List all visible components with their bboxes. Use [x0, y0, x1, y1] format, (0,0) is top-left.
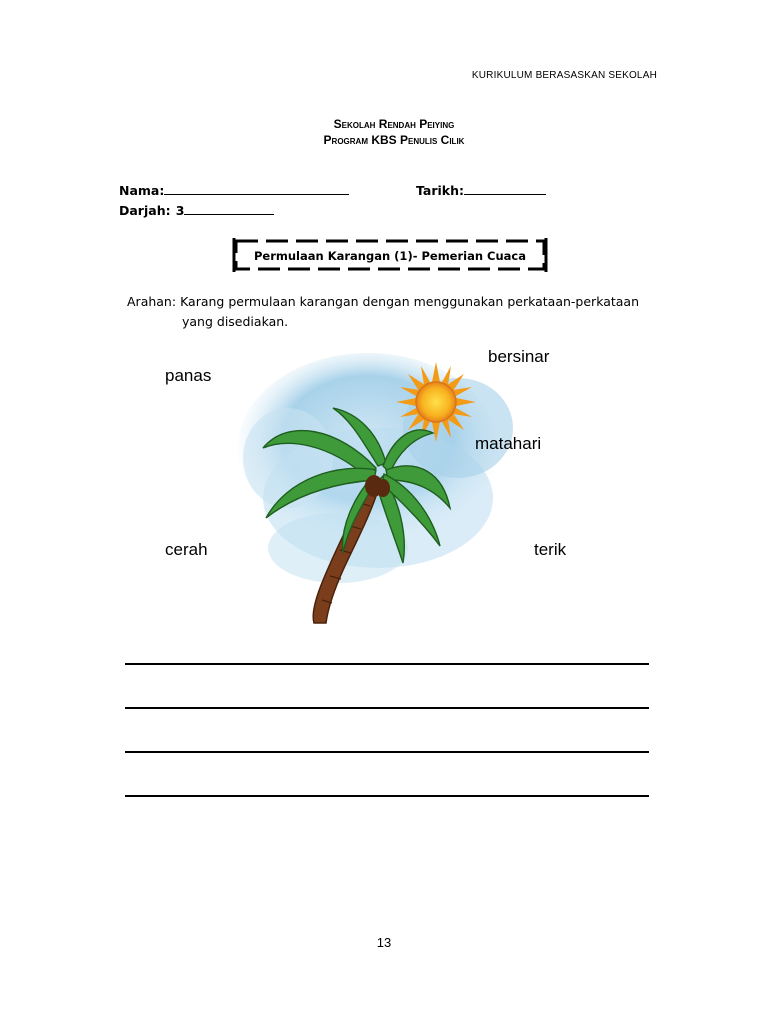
school-heading	[0, 116, 768, 148]
school-name: Sekolah Rendah Peiying	[333, 117, 455, 131]
answer-line-2[interactable]	[125, 707, 649, 709]
class-line[interactable]	[184, 202, 274, 215]
program-name: Program KBS Penulis Cilik	[323, 133, 465, 147]
instruction	[127, 292, 667, 332]
word-panas: panas	[165, 366, 212, 385]
class-value: 3	[175, 203, 185, 218]
class-field[interactable]	[119, 200, 274, 219]
date-line[interactable]	[464, 182, 546, 195]
word-terik: terik	[534, 540, 567, 559]
answer-line-1[interactable]	[125, 663, 649, 665]
worksheet-title: Permulaan Karangan (1)- Pemerian Cuaca	[253, 249, 527, 263]
date-field[interactable]	[416, 180, 546, 199]
word-bersinar: bersinar	[488, 347, 550, 366]
instruction-line1: Karang permulaan karangan dengan menggunakan perkataan-perkataan	[180, 294, 640, 309]
class-label: Darjah:	[119, 203, 171, 218]
curriculum-header: KURIKULUM BERASASKAN SEKOLAH	[471, 70, 657, 81]
word-cerah: cerah	[165, 540, 208, 559]
answer-line-3[interactable]	[125, 751, 649, 753]
page-number: 13	[376, 935, 392, 950]
sun-icon	[396, 362, 476, 442]
instruction-label: Arahan:	[127, 294, 177, 309]
name-label: Nama:	[119, 183, 165, 198]
date-label: Tarikh:	[416, 183, 465, 198]
name-line[interactable]	[164, 182, 349, 195]
palm-tree-sun-illustration	[228, 338, 528, 628]
name-field[interactable]	[119, 180, 349, 199]
word-matahari: matahari	[475, 434, 542, 453]
answer-line-4[interactable]	[125, 795, 649, 797]
instruction-line2: yang disediakan.	[182, 314, 289, 329]
